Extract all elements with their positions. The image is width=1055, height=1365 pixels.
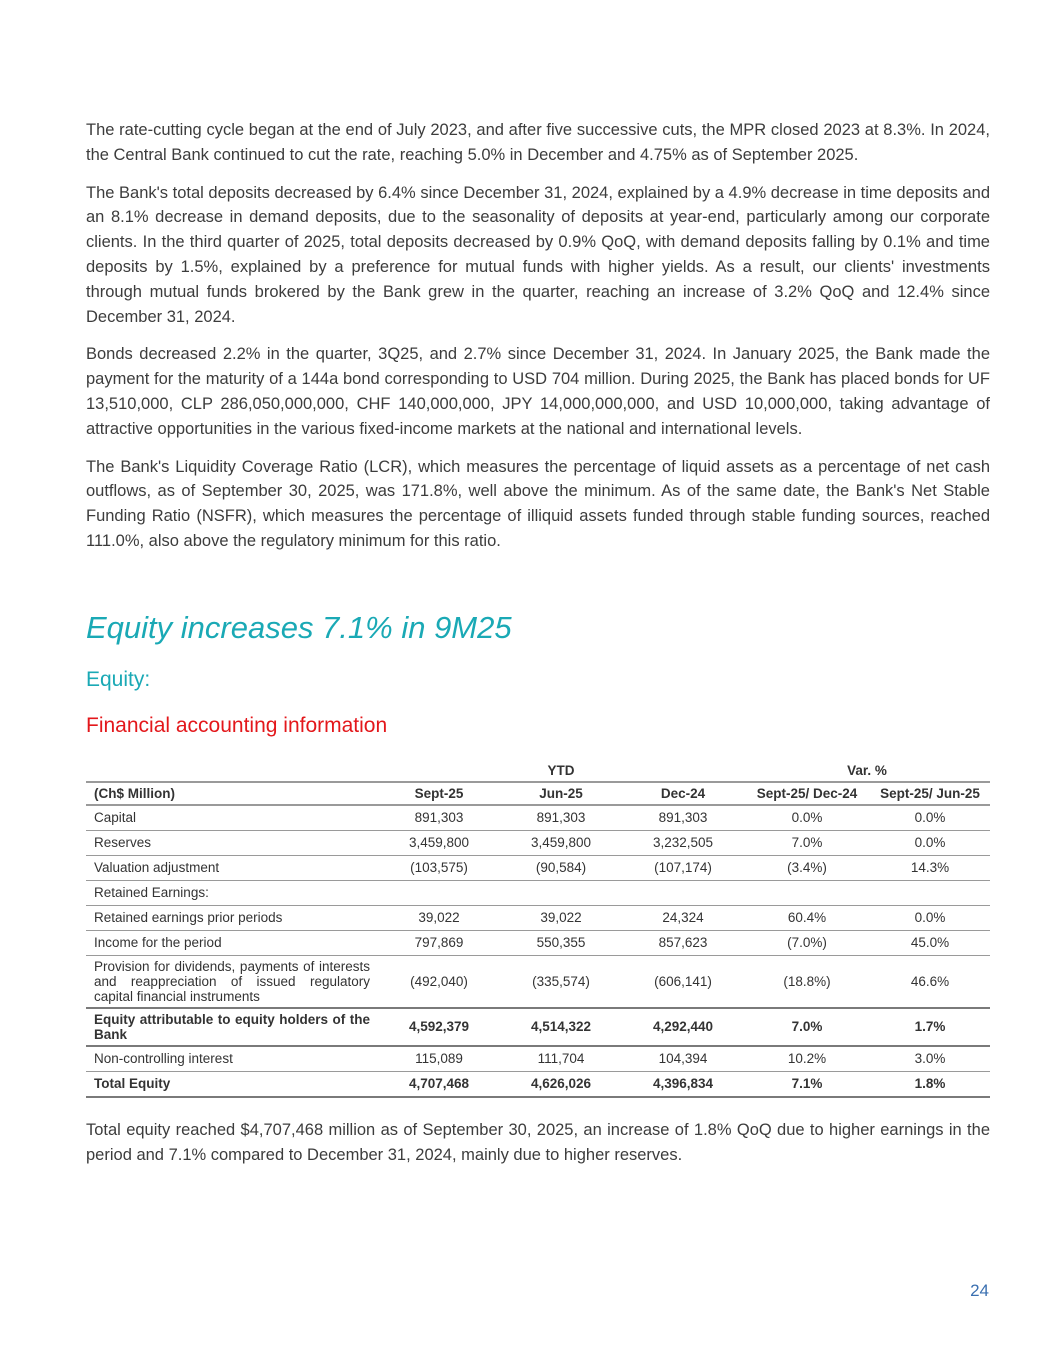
section-title: Equity increases 7.1% in 9M25	[86, 609, 512, 645]
table-row	[86, 905, 990, 930]
row-value: (107,174)	[622, 855, 744, 880]
page-number: 24	[970, 1281, 989, 1300]
header-jun25: Jun-25	[500, 782, 622, 805]
header-sept25: Sept-25	[378, 782, 500, 805]
row-label: Retained earnings prior periods	[86, 905, 378, 930]
table-group-header	[86, 760, 990, 782]
row-value: 7.0%	[744, 1008, 870, 1046]
row-value: 45.0%	[870, 930, 990, 955]
paragraph-bonds: Bonds decreased 2.2% in the quarter, 3Q25, and 2.7% since December 31, 2024. In January 2025, the Bank made the payment for the maturity of a 144a bond corresponding to USD 704 million. During 2025, the Bank has placed bonds for UF 13,510,000, CLP 286,050,000,000, CHF 140,000,000, JPY 14,000,000,000, and USD 10,000,000, taking advantage of attractive opportunities in the various fixed-income markets at the national and international levels.	[86, 345, 990, 438]
row-value: 891,303	[622, 805, 744, 831]
paragraph-total-equity: Total equity reached $4,707,468 million as of September 30, 2025, an increase of 1.8% QoQ due to higher earnings in the period and 7.1% compared to December 31, 2024, mainly due to higher reserves.	[86, 1120, 990, 1164]
row-value: 0.0%	[870, 805, 990, 831]
row-value: 4,707,468	[378, 1071, 500, 1097]
row-value: 3,459,800	[378, 830, 500, 855]
row-value	[870, 880, 990, 905]
row-value: (18.8%)	[744, 955, 870, 1008]
table-row	[86, 830, 990, 855]
table-header-row	[86, 782, 990, 805]
row-value: 797,869	[378, 930, 500, 955]
row-value: 1.7%	[870, 1008, 990, 1046]
row-value: 1.8%	[870, 1071, 990, 1097]
table-row	[86, 1008, 990, 1046]
row-label: Provision for dividends, payments of interests and reappreciation of issued regulatory capital financial instruments	[86, 955, 378, 1008]
row-label: Non-controlling interest	[86, 1046, 378, 1072]
row-value: 4,292,440	[622, 1008, 744, 1046]
row-value: 891,303	[500, 805, 622, 831]
row-value: 4,592,379	[378, 1008, 500, 1046]
paragraph-deposits: The Bank's total deposits decreased by 6.4% since December 31, 2024, explained by a 4.9% decrease in time deposits and an 8.1% decrease in demand deposits, due to the seasonality of deposits at year-end, particularly among our corporate clients. In the third quarter of 2025, total deposits decreased by 0.9% QoQ, with demand deposits falling by 0.1% and time deposits by 1.5%, explained by a preference for mutual funds with higher yields. As a result, our clients' investments through mutual funds brokered by the Bank grew in the quarter, reaching an increase of 3.2% QoQ and 12.4% since December 31, 2024.	[86, 183, 990, 326]
table-row	[86, 880, 990, 905]
row-value: 104,394	[622, 1046, 744, 1072]
row-label: Valuation adjustment	[86, 855, 378, 880]
table-row	[86, 1046, 990, 1072]
row-value: 0.0%	[870, 905, 990, 930]
row-value	[744, 880, 870, 905]
row-label: Capital	[86, 805, 378, 831]
table-title: Financial accounting information	[86, 713, 388, 737]
row-value: 857,623	[622, 930, 744, 955]
row-value: (90,584)	[500, 855, 622, 880]
row-value: 39,022	[378, 905, 500, 930]
page-content	[86, 118, 990, 1180]
row-value: 115,089	[378, 1046, 500, 1072]
table-row	[86, 955, 990, 1008]
row-value: 14.3%	[870, 855, 990, 880]
row-value: 0.0%	[870, 830, 990, 855]
row-value	[622, 880, 744, 905]
table-body	[86, 805, 990, 1097]
row-value: 4,396,834	[622, 1071, 744, 1097]
header-label: (Ch$ Million)	[86, 782, 378, 805]
row-value: 3.0%	[870, 1046, 990, 1072]
row-value: 891,303	[378, 805, 500, 831]
row-value: (7.0%)	[744, 930, 870, 955]
row-label: Equity attributable to equity holders of the Bank	[86, 1008, 378, 1046]
row-label: Income for the period	[86, 930, 378, 955]
subsection-title: Equity:	[86, 667, 151, 691]
row-value: 550,355	[500, 930, 622, 955]
header-var-jun: Sept-25/ Jun-25	[870, 782, 990, 805]
table-row	[86, 1071, 990, 1097]
row-value: 4,626,026	[500, 1071, 622, 1097]
row-value: 4,514,322	[500, 1008, 622, 1046]
table-row	[86, 805, 990, 831]
row-value: 0.0%	[744, 805, 870, 831]
row-label: Total Equity	[86, 1071, 378, 1097]
group-ytd: YTD	[547, 762, 575, 778]
row-value: 111,704	[500, 1046, 622, 1072]
row-value: (103,575)	[378, 855, 500, 880]
equity-table	[86, 760, 990, 1098]
row-label: Reserves	[86, 830, 378, 855]
row-value	[500, 880, 622, 905]
row-value: 46.6%	[870, 955, 990, 1008]
row-label: Retained Earnings:	[86, 880, 378, 905]
header-var-dec: Sept-25/ Dec-24	[744, 782, 870, 805]
header-dec24: Dec-24	[622, 782, 744, 805]
row-value: 39,022	[500, 905, 622, 930]
row-value: 24,324	[622, 905, 744, 930]
table-row	[86, 855, 990, 880]
row-value: 3,459,800	[500, 830, 622, 855]
row-value	[378, 880, 500, 905]
group-var: Var. %	[847, 762, 887, 778]
row-value: (492,040)	[378, 955, 500, 1008]
row-value: 3,232,505	[622, 830, 744, 855]
row-value: (606,141)	[622, 955, 744, 1008]
row-value: (335,574)	[500, 955, 622, 1008]
row-value: 7.0%	[744, 830, 870, 855]
row-value: (3.4%)	[744, 855, 870, 880]
table-row	[86, 930, 990, 955]
row-value: 10.2%	[744, 1046, 870, 1072]
row-value: 7.1%	[744, 1071, 870, 1097]
paragraph-liquidity: The Bank's Liquidity Coverage Ratio (LCR), which measures the percentage of liquid assets as a percentage of net cash outflows, as of September 30, 2025, was 171.8%, well above the minimum. As of the same date, the Bank's Net Stable Funding Ratio (NSFR), which measures the percentage of illiquid assets funded through stable funding sources, reached 111.0%, also above the regulatory minimum for this ratio.	[86, 457, 990, 550]
row-value: 60.4%	[744, 905, 870, 930]
paragraph-mpr: The rate-cutting cycle began at the end of July 2023, and after five successive cuts, the MPR closed 2023 at 8.3%. In 2024, the Central Bank continued to cut the rate, reaching 5.0% in December and 4.75% as of September 2025.	[86, 121, 990, 164]
